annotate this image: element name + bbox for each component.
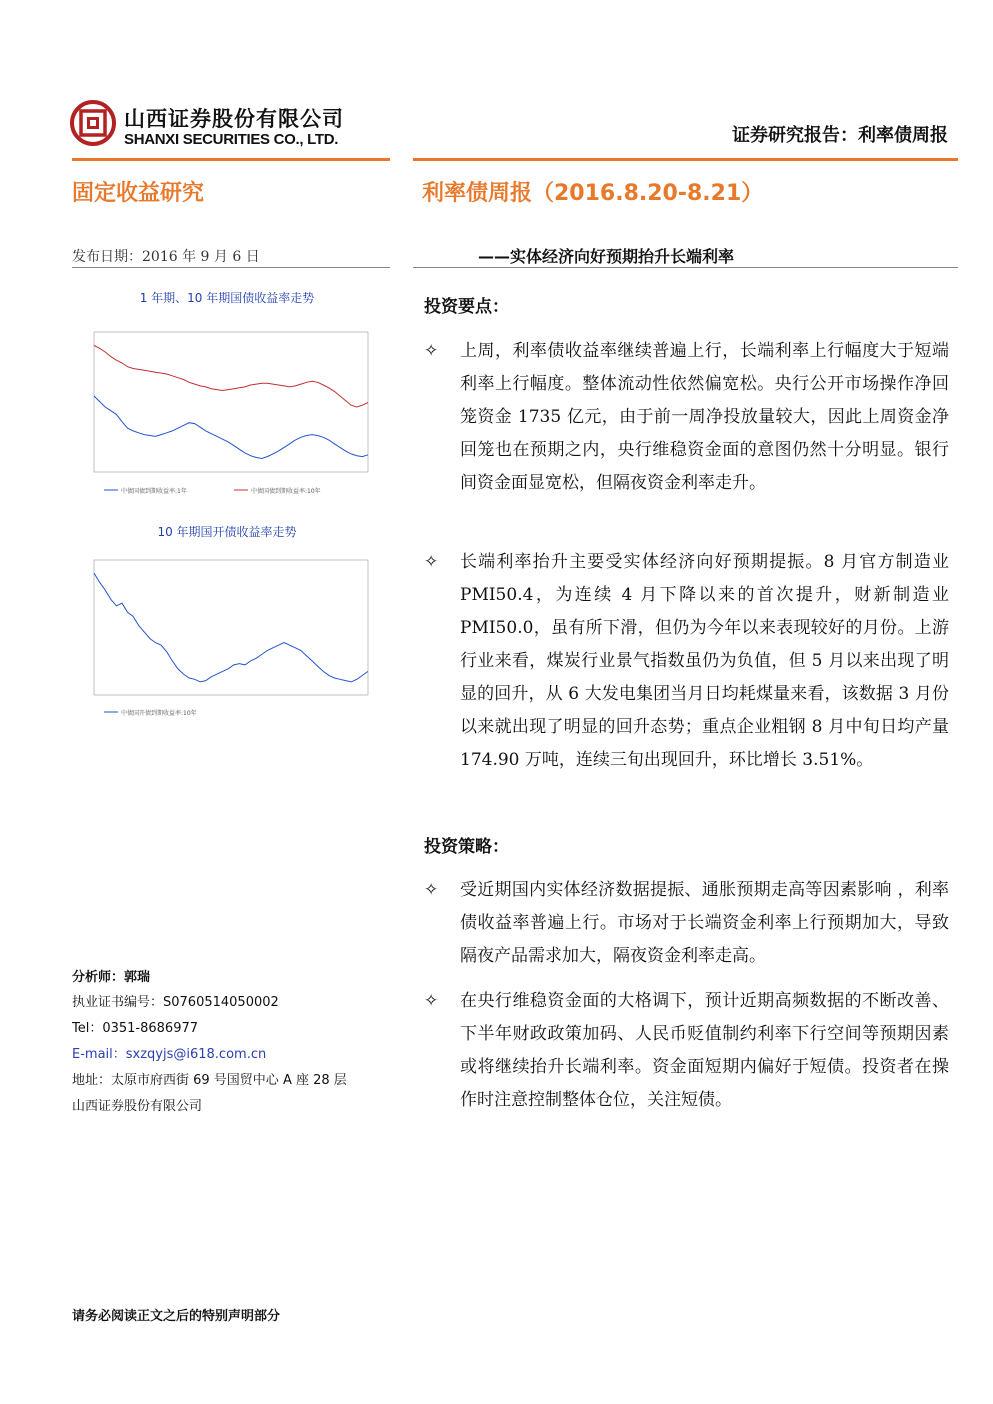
chart2-svg bbox=[72, 550, 390, 720]
chart1-title: 1 年期、10 年期国债收益率走势 bbox=[139, 291, 315, 305]
bullet-icon: ✧ bbox=[424, 552, 439, 572]
series-line-1 bbox=[94, 573, 368, 682]
report-subtitle: ——实体经济向好预期抬升长端利率 bbox=[478, 247, 735, 266]
analyst-license: 执业证书编号：S0760514050002 bbox=[72, 995, 279, 1010]
strategy-point-1 bbox=[424, 874, 949, 973]
bullet-icon: ✧ bbox=[424, 991, 439, 1011]
company-name-en: SHANXI SECURITIES CO., LTD. bbox=[124, 131, 339, 148]
chart2 bbox=[72, 550, 390, 720]
series-line-2 bbox=[94, 346, 368, 408]
series-line-1 bbox=[94, 396, 368, 459]
section-title-right: 利率债周报（2016.8.20-8.21） bbox=[422, 181, 764, 206]
report-type: 证券研究报告：利率债周报 bbox=[732, 125, 948, 146]
logo-mark-icon bbox=[70, 100, 116, 146]
bullet-icon: ✧ bbox=[424, 341, 439, 361]
strategy-point-2 bbox=[424, 985, 949, 1117]
analyst-address: 地址：太原市府西街 69 号国贸中心 A 座 28 层 bbox=[72, 1073, 347, 1088]
plot-frame bbox=[94, 332, 368, 472]
header-rule-right bbox=[413, 158, 958, 161]
subtitle-rule bbox=[413, 267, 958, 268]
header-rule-left bbox=[72, 158, 390, 161]
legend-label: 中债国债到期收益率:1年 bbox=[121, 488, 187, 495]
company-logo bbox=[70, 100, 116, 146]
analyst-company: 山西证券股份有限公司 bbox=[72, 1099, 203, 1114]
analyst-email-link[interactable]: E-mail：sxzqyjs@i618.com.cn bbox=[72, 1047, 267, 1062]
plot-frame bbox=[94, 560, 368, 695]
publish-date: 发布日期：2016 年 9 月 6 日 bbox=[72, 249, 260, 265]
chart1-svg bbox=[72, 322, 390, 497]
legend-label: 中债国开债到期收益率:10年 bbox=[121, 710, 197, 717]
section-title-left: 固定收益研究 bbox=[72, 181, 205, 206]
invest-point-1 bbox=[424, 335, 949, 500]
analyst-name: 分析师：郭瑞 bbox=[72, 970, 151, 985]
date-rule bbox=[72, 267, 390, 268]
strategy-point-1-text: 受近期国内实体经济数据提振、通胀预期走高等因素影响 ，利率债收益率普遍上行。市场对于长端资金利率上行预期加大，导致隔夜产品需求加大，隔夜资金利率走高。 bbox=[460, 880, 949, 966]
invest-point-2 bbox=[424, 546, 949, 777]
invest-strategy-heading: 投资策略： bbox=[424, 837, 509, 857]
legend-label: 中债国债到期收益率:10年 bbox=[251, 488, 321, 495]
strategy-point-2-text: 在央行维稳资金面的大格调下，预计近期高频数据的不断改善、下半年财政政策加码、人民币贬值制约利率下行空间等预期因素或将继续抬升长端利率。资金面短期内偏好于短债。投资者在操作时注意控制整体仓位，关注短债。 bbox=[460, 991, 949, 1110]
analyst-tel: Tel：0351-8686977 bbox=[72, 1021, 199, 1036]
bullet-icon: ✧ bbox=[424, 880, 439, 900]
invest-points-heading: 投资要点： bbox=[424, 297, 509, 317]
company-name-cn: 山西证券股份有限公司 bbox=[124, 107, 344, 131]
invest-point-2-text: 长端利率抬升主要受实体经济向好预期提振。8 月官方制造业 PMI50.4，为连续 4 月下降以来的首次提升，财新制造业 PMI50.0，虽有所下滑，但仍为今年以来表现较好的月份。上游行业来看，煤炭行业景气指数虽仍为负值，但 5 月以来出现了明显的回升，从 6 大发电集团当月日均耗煤量来看，该数据 3 月份以来就出现了明显的回升态势；重点企业粗钢 8 月中旬日均产量 174.90 万吨，连续三旬出现回升，环比增长 3.51%。 bbox=[460, 552, 949, 770]
invest-point-1-text: 上周，利率债收益率继续普遍上行，长端利率上行幅度大于短端利率上行幅度。整体流动性依然偏宽松。央行公开市场操作净回笼资金 1735 亿元，由于前一周净投放量较大，因此上周资金净回笼也在预期之内，央行维稳资金面的意图仍然十分明显。银行间资金面显宽松，但隔夜资金利率走升。 bbox=[460, 341, 949, 493]
disclaimer-note: 请务必阅读正文之后的特别声明部分 bbox=[72, 1309, 281, 1324]
chart2-title: 10 年期国开债收益率走势 bbox=[157, 525, 297, 539]
chart1 bbox=[72, 322, 390, 497]
